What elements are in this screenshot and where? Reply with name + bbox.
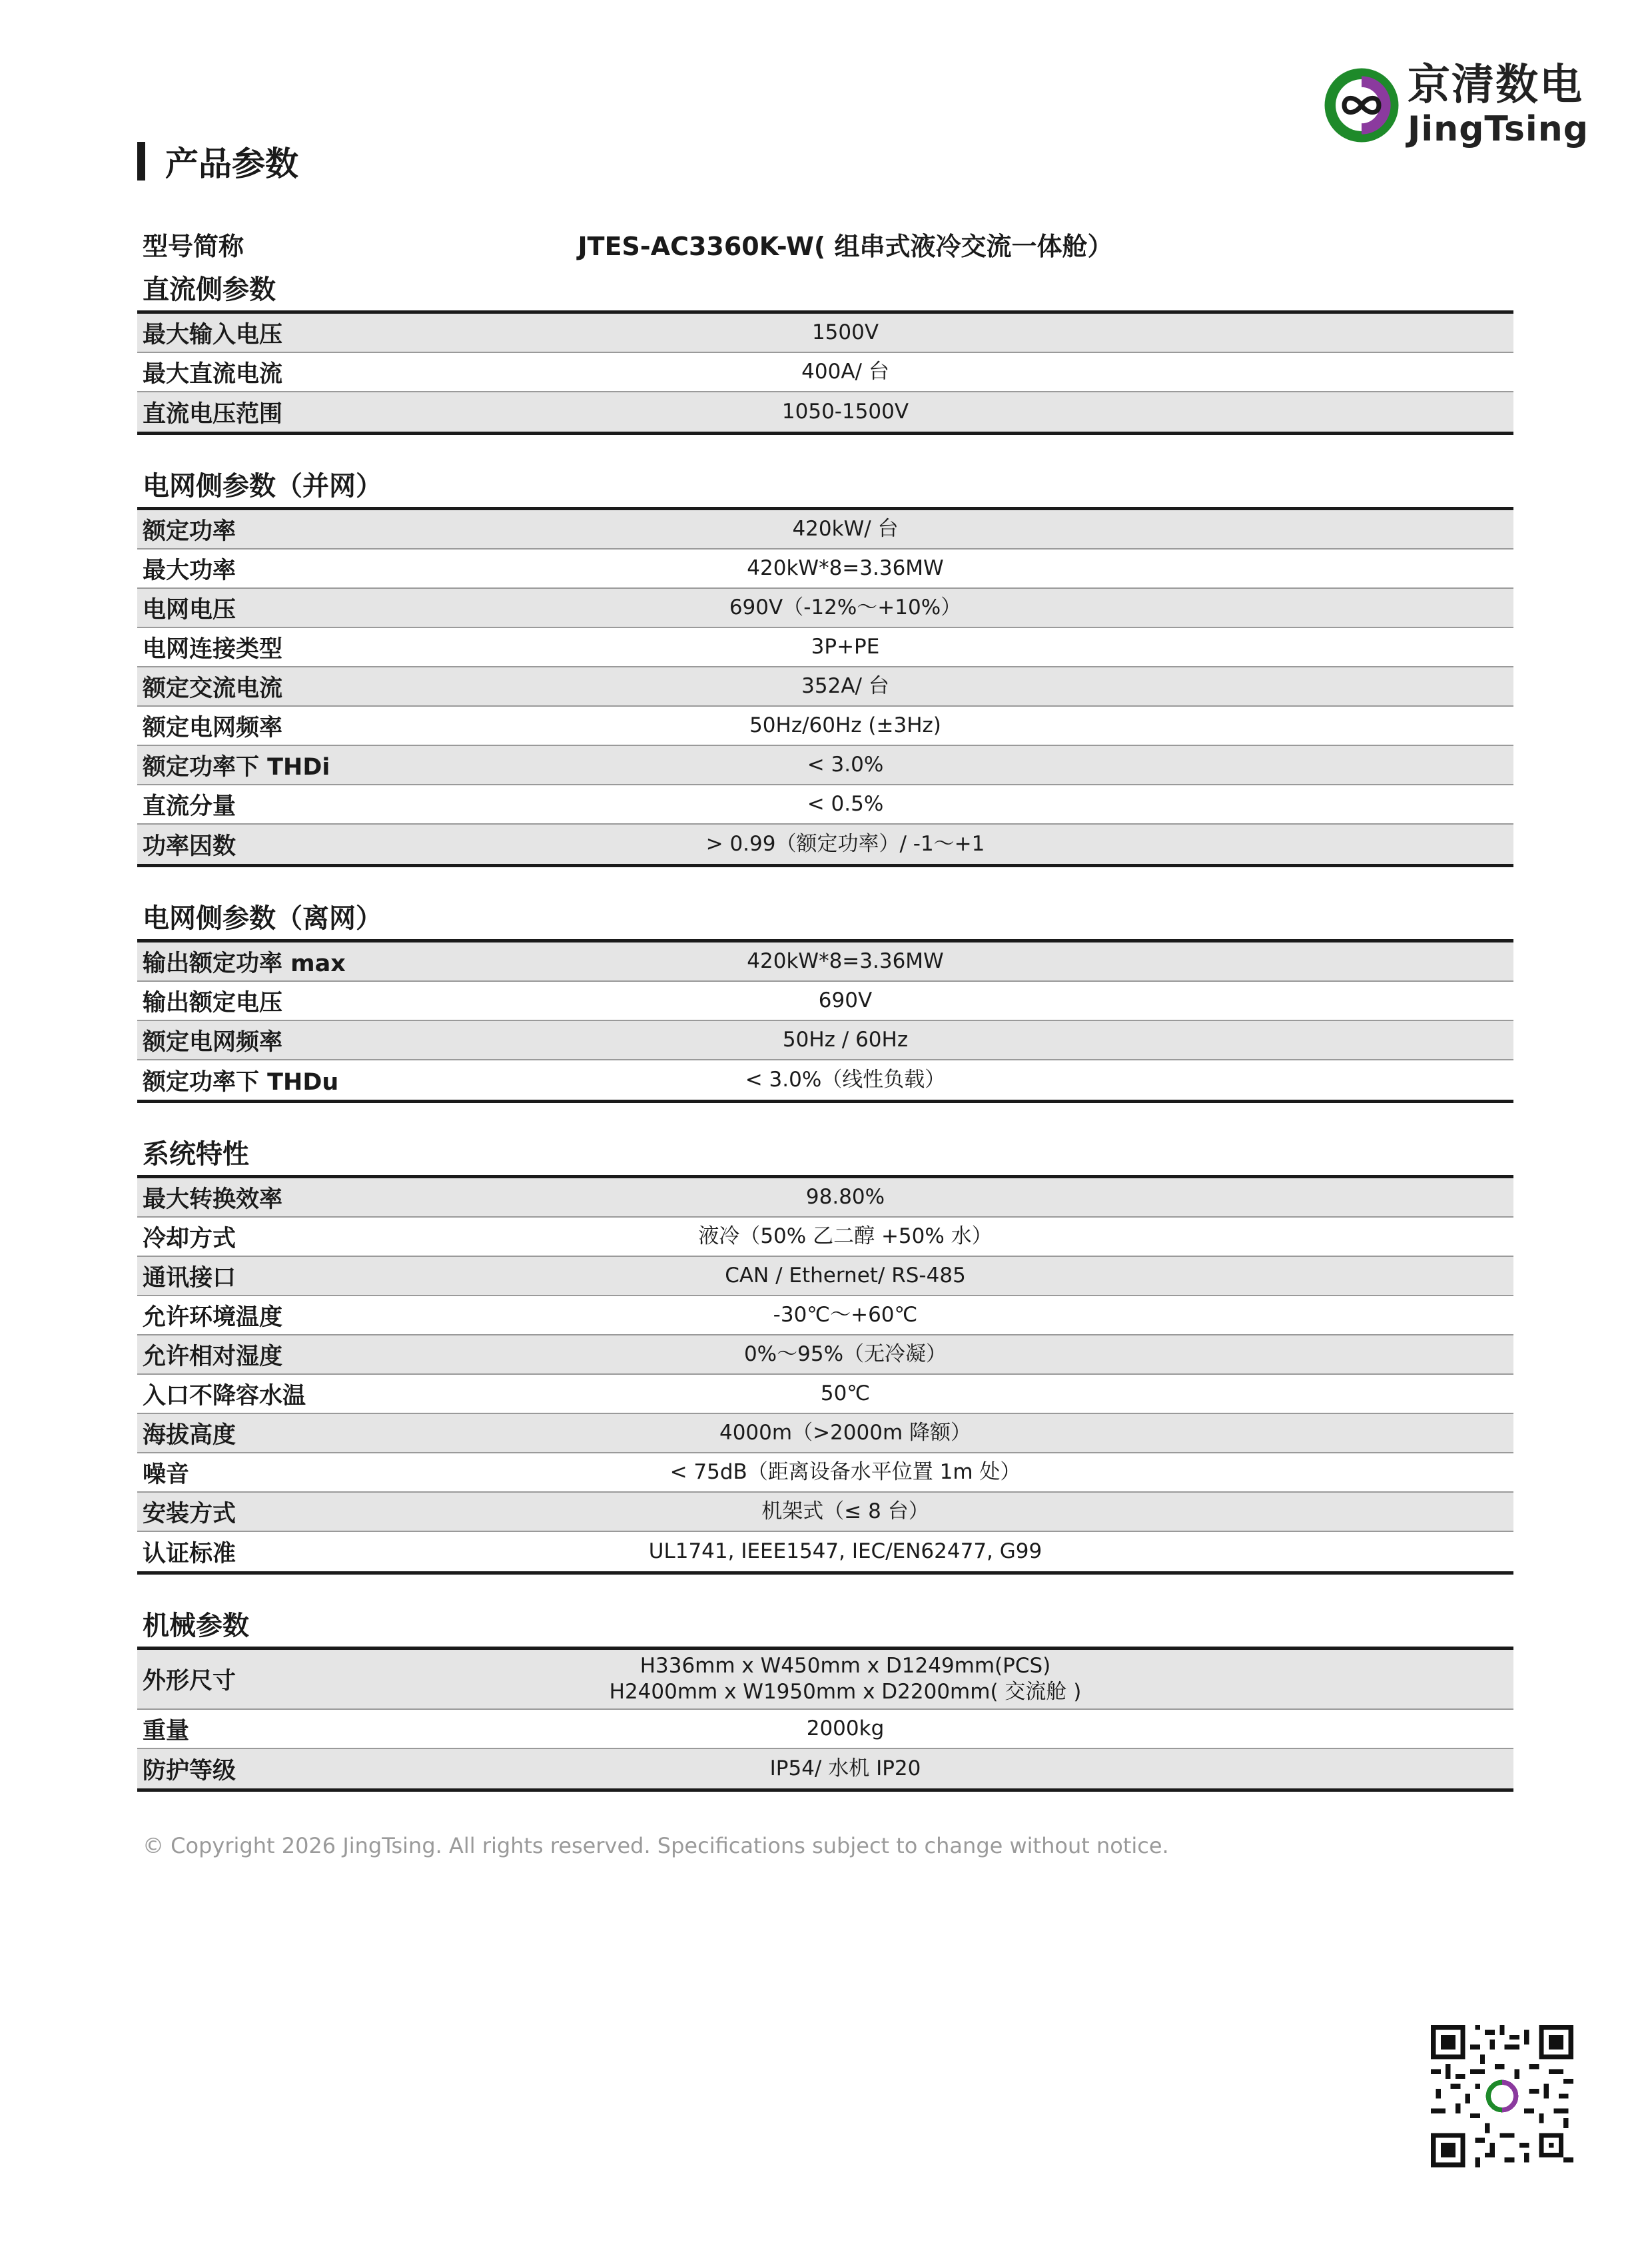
table-row — [137, 353, 1513, 392]
page-title — [137, 141, 298, 181]
row-value: UL1741, IEEE1547, IEC/EN62477, G99 — [648, 1539, 1042, 1564]
row-value: -30℃～+60℃ — [773, 1303, 918, 1327]
brand-mark-icon — [1322, 61, 1401, 149]
row-label: 外形尺寸 — [143, 1668, 236, 1694]
table-row — [137, 1453, 1513, 1493]
table-row — [137, 1375, 1513, 1414]
brand-name-cn: 京清数电 — [1408, 61, 1583, 110]
row-value: < 3.0%（线性负载） — [745, 1068, 946, 1092]
row-label: 入口不降容水温 — [143, 1382, 306, 1409]
spec-sheet — [137, 220, 1513, 1821]
table-row — [137, 1532, 1513, 1571]
table-row — [137, 1257, 1513, 1296]
spec-sections — [137, 268, 1513, 1792]
spec-section — [137, 897, 1513, 1103]
row-value: 420kW*8=3.36MW — [747, 556, 944, 581]
table-row — [137, 667, 1513, 707]
row-value: 400A/ 台 — [801, 360, 889, 384]
table-row — [137, 392, 1513, 432]
row-value-line: H2400mm x W1950mm x D2200mm( 交流舱 ) — [609, 1680, 1082, 1704]
table-row — [137, 1335, 1513, 1375]
table-row — [137, 589, 1513, 628]
row-label: 电网电压 — [143, 596, 236, 623]
row-value: 690V（-12%～+10%） — [729, 595, 962, 620]
table-row — [137, 628, 1513, 667]
row-label: 认证标准 — [143, 1540, 236, 1567]
row-value: 0%～95%（无冷凝） — [743, 1342, 947, 1367]
row-value: < 0.5% — [807, 792, 884, 817]
table-row — [137, 1749, 1513, 1788]
row-value: 4000m（>2000m 降额） — [719, 1421, 971, 1445]
model-label: 型号简称 — [143, 231, 244, 261]
row-label: 防护等级 — [143, 1757, 236, 1784]
row-label: 冷却方式 — [143, 1225, 236, 1252]
row-label: 海拔高度 — [143, 1421, 236, 1449]
table-row — [137, 1218, 1513, 1257]
section-title: 电网侧参数（并网） — [143, 471, 382, 502]
spec-section — [137, 268, 1513, 435]
row-value: < 3.0% — [807, 753, 884, 777]
row-label: 安装方式 — [143, 1500, 236, 1527]
row-value: 2000kg — [806, 1716, 885, 1741]
model-value: JTES-AC3360K-W( 组串式液冷交流一体舱） — [578, 231, 1113, 261]
row-label: 噪音 — [143, 1461, 190, 1488]
qr-code-icon — [1431, 2025, 1573, 2167]
row-label: 通讯接口 — [143, 1264, 236, 1292]
row-label: 直流电压范围 — [143, 400, 283, 428]
row-value: 352A/ 台 — [801, 674, 889, 699]
spec-table — [137, 1647, 1513, 1792]
row-value: 1050-1500V — [781, 400, 909, 424]
table-row — [137, 1060, 1513, 1100]
row-label: 最大直流电流 — [143, 360, 283, 388]
section-title: 机械参数 — [143, 1611, 249, 1641]
spec-section — [137, 464, 1513, 867]
row-label: 允许相对湿度 — [143, 1343, 283, 1370]
row-value-line: H336mm x W450mm x D1249mm(PCS) — [639, 1654, 1051, 1679]
spec-table — [137, 507, 1513, 867]
row-label: 电网连接类型 — [143, 635, 283, 663]
section-title: 直流侧参数 — [143, 274, 276, 305]
row-value: 液冷（50% 乙二醇 +50% 水） — [698, 1224, 993, 1249]
row-value: 420kW/ 台 — [792, 517, 899, 542]
row-value: 1500V — [811, 320, 879, 345]
row-value: IP54/ 水机 IP20 — [769, 1756, 921, 1781]
row-label: 额定交流电流 — [143, 675, 283, 702]
row-label: 输出额定功率 max — [143, 950, 346, 977]
section-title: 电网侧参数（离网） — [143, 903, 382, 934]
table-row — [137, 510, 1513, 550]
row-label: 直流分量 — [143, 793, 236, 820]
row-value — [537, 1653, 1513, 1705]
row-label: 最大输入电压 — [143, 321, 283, 348]
row-value: 50℃ — [820, 1381, 871, 1406]
brand-name-en: JingTsing — [1408, 109, 1589, 149]
row-label: 额定功率下 THDi — [143, 753, 330, 781]
row-label: 允许环境温度 — [143, 1304, 283, 1331]
row-value: 50Hz / 60Hz — [782, 1028, 909, 1052]
spec-table — [137, 310, 1513, 435]
table-row — [137, 1296, 1513, 1335]
row-label: 额定电网频率 — [143, 1028, 283, 1056]
table-row — [137, 1414, 1513, 1453]
copyright-notice: © Copyright 2026 JingTsing. All rights reserved. Specifications subject to change without notice. — [143, 1833, 1169, 1858]
row-value: > 0.99（额定功率）/ -1～+1 — [705, 832, 985, 857]
row-label: 额定功率 — [143, 518, 236, 545]
table-row — [137, 1650, 1513, 1710]
row-value: 98.80% — [805, 1185, 885, 1210]
table-row — [137, 825, 1513, 864]
row-label: 额定功率下 THDu — [143, 1068, 339, 1096]
row-label: 额定电网频率 — [143, 714, 283, 741]
row-value: 3P+PE — [811, 635, 880, 659]
section-title: 系统特性 — [143, 1139, 249, 1170]
model-row — [137, 220, 1513, 268]
table-row — [137, 1710, 1513, 1749]
row-label: 最大转换效率 — [143, 1186, 283, 1213]
table-row — [137, 785, 1513, 825]
row-label: 输出额定电压 — [143, 989, 283, 1016]
table-row — [137, 314, 1513, 353]
row-label: 重量 — [143, 1717, 190, 1744]
row-label: 功率因数 — [143, 833, 236, 860]
brand-logo — [1322, 59, 1589, 152]
row-value: 50Hz/60Hz (±3Hz) — [749, 713, 941, 738]
row-value: 机架式（≤ 8 台） — [761, 1499, 929, 1524]
row-value: < 75dB（距离设备水平位置 1m 处） — [669, 1460, 1021, 1485]
spec-table — [137, 1175, 1513, 1575]
table-row — [137, 1178, 1513, 1218]
row-value: 420kW*8=3.36MW — [747, 949, 944, 974]
spec-section — [137, 1604, 1513, 1792]
page-title-text: 产品参数 — [165, 145, 298, 183]
spec-section — [137, 1132, 1513, 1575]
table-row — [137, 942, 1513, 982]
row-value: 690V — [818, 988, 873, 1013]
row-value: CAN / Ethernet/ RS-485 — [725, 1264, 966, 1288]
table-row — [137, 707, 1513, 746]
title-accent-bar — [137, 142, 145, 181]
table-row — [137, 1021, 1513, 1060]
table-row — [137, 746, 1513, 785]
table-row — [137, 982, 1513, 1021]
row-label: 最大功率 — [143, 557, 236, 584]
spec-table — [137, 939, 1513, 1103]
table-row — [137, 550, 1513, 589]
table-row — [137, 1493, 1513, 1532]
